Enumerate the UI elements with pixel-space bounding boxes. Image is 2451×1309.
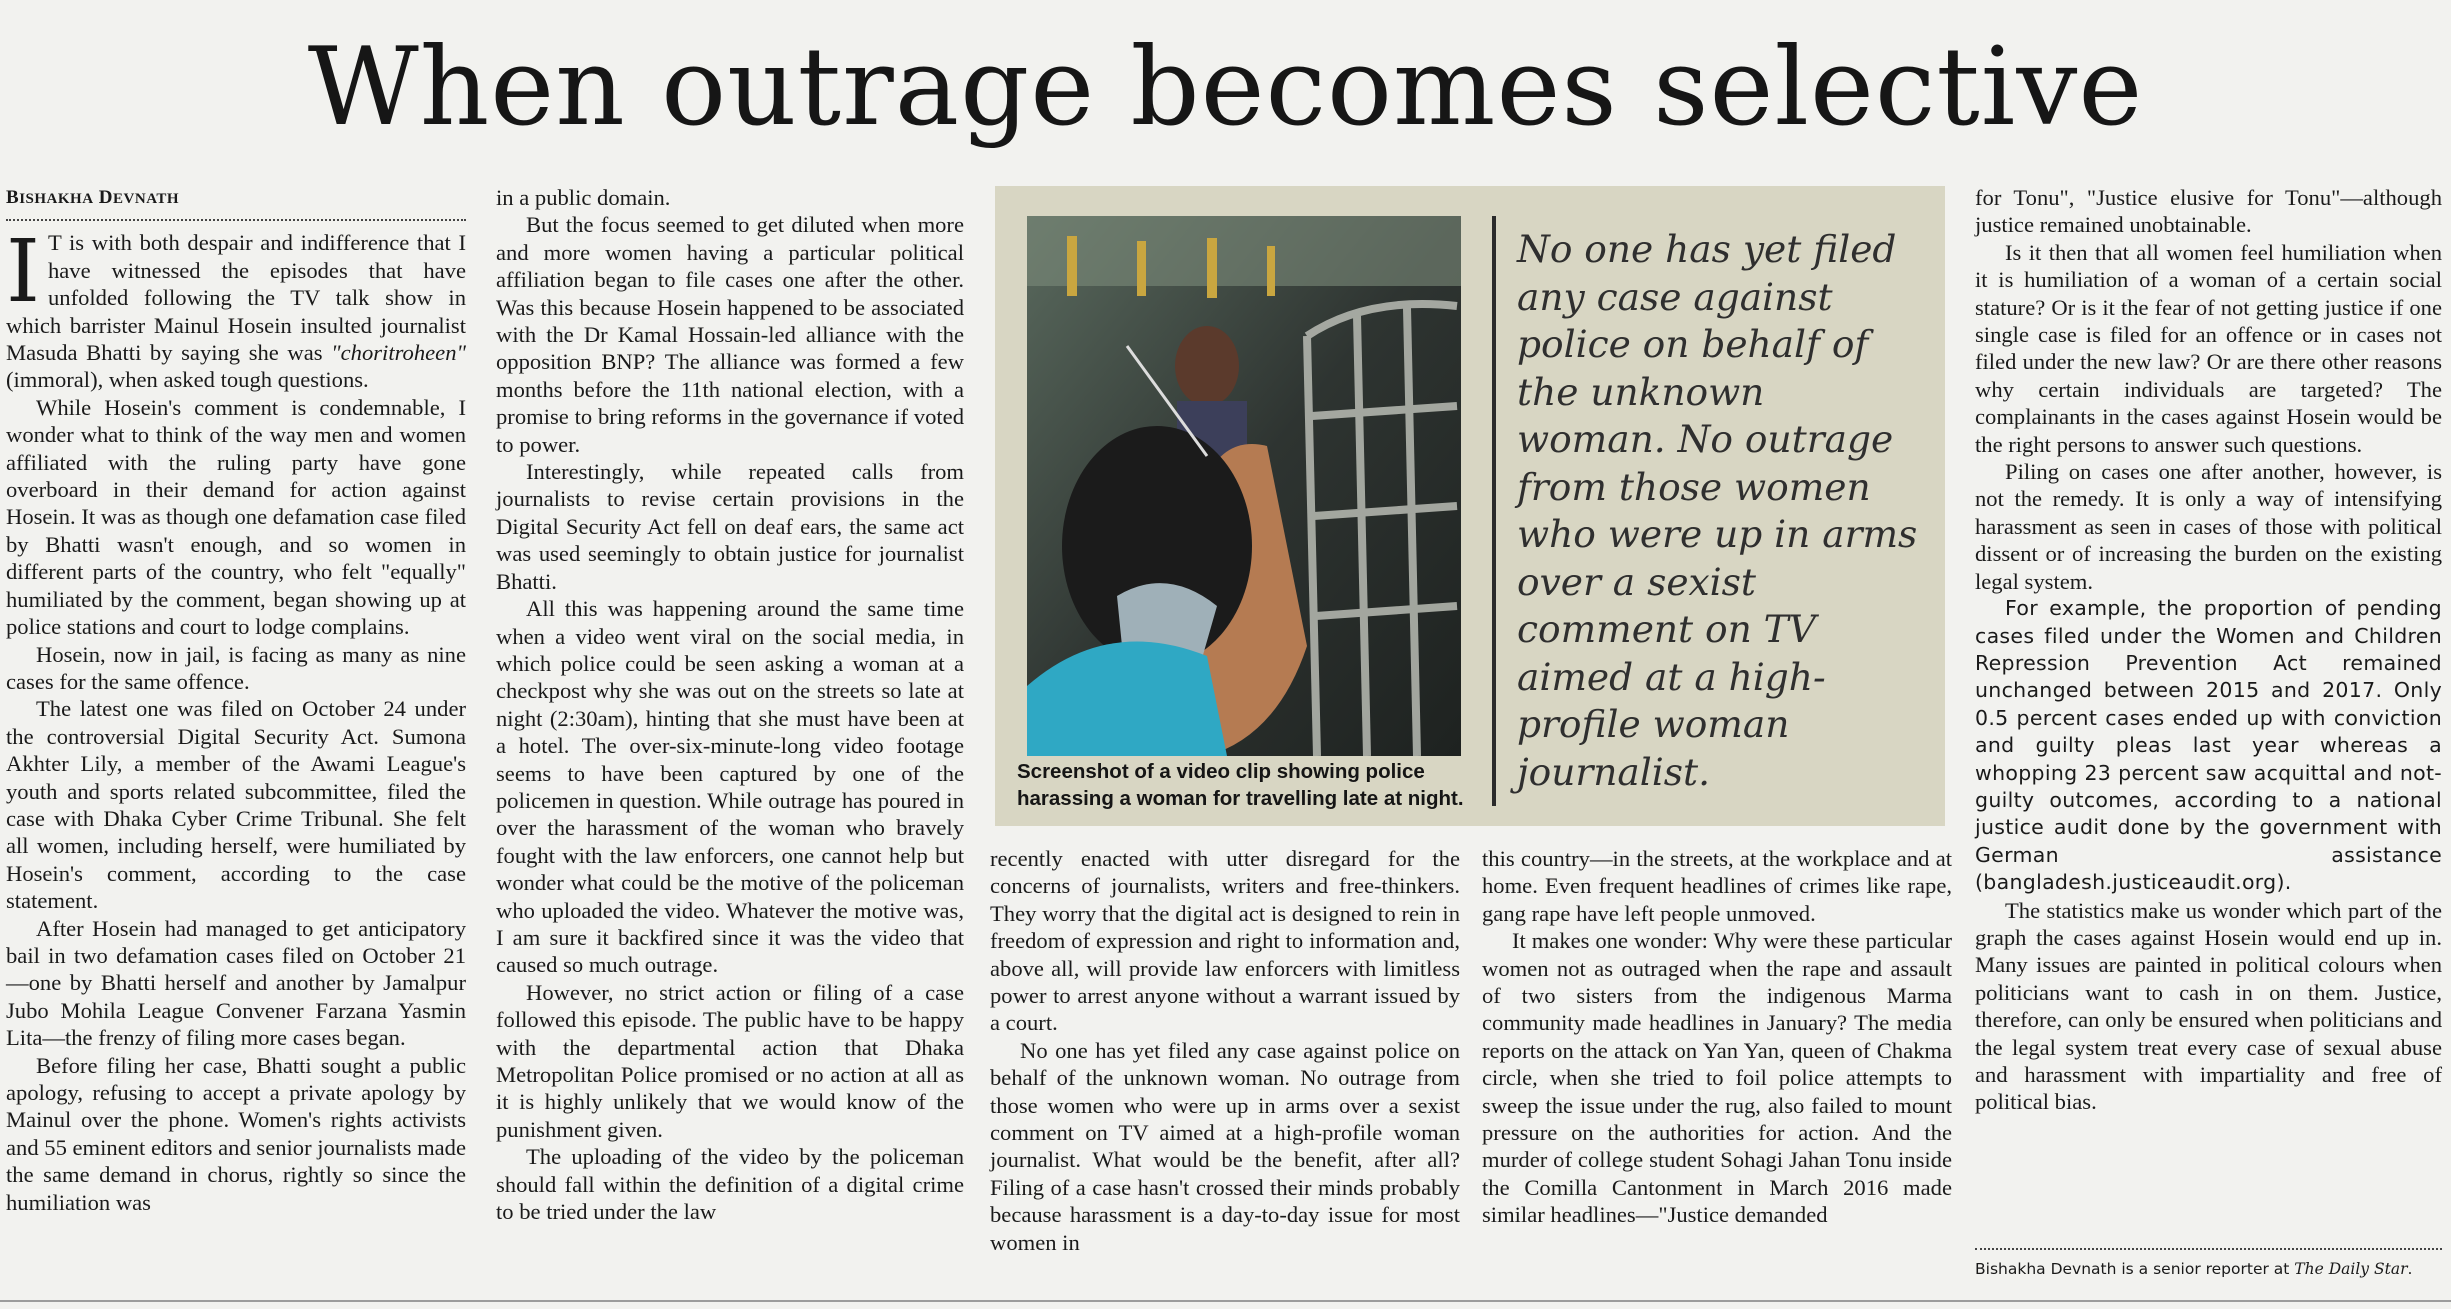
feature-box: [995, 186, 1945, 826]
paragraph: Piling on cases one after another, however, is not the remedy. It is only a way of intensifying harassment as seen in cases of those with political dissent or of increasing the burden on the existing legal system.: [1975, 459, 2442, 594]
drop-cap: I: [6, 222, 40, 323]
paragraph: For example, the proportion of pending cases filed under the Women and Children Repression Prevention Act remained unchanged between 2015 and 2017. Only 0.5 percent cases ended up with conviction and guilty pleas last year whereas a whopping 23 percent saw acquittal and not-guilty outcomes, according to a national justice audit done by the government with German assistance (bangladesh.justiceaudit.org).: [1975, 596, 2442, 895]
paragraph: in a public domain.: [496, 185, 671, 210]
paragraph: After Hosein had managed to get anticipatory bail in two defamation cases filed on October 21—one by Bhatti herself and another by Jamalpur Jubo Mohila League Convener Farzana Yasmin Lita—the frenzy of filing more cases began.: [6, 915, 466, 1051]
paragraph: Before filing her case, Bhatti sought a public apology, refusing to accept a private apology by Mainul over the phone. Women's rights activists and 55 eminent editors and senior journalists made the same demand in chorus, rightly so since the humiliation was: [6, 1052, 466, 1215]
paragraph: All this was happening around the same time when a video went viral on the social media, in which police could be seen asking a woman at a checkpost why she was out on the streets so late at night (2:30am), hinting that she must have been at a hotel. The over-six-minute-long video footage seems to have been captured by one of the policemen in question. While outrage has poured in over the harassment of the woman who bravely fought with the law enforcers, one cannot help but wonder what could be the motive of the policeman who uploaded the video. Whatever the motive was, I am sure it backfired since it was the video that caused so much outrage.: [496, 596, 964, 978]
article-column-4: [1482, 845, 1952, 1229]
pullquote-divider: [1492, 216, 1496, 806]
paragraph: No one has yet filed any case against police on behalf of the unknown woman. No outrage from those women who were up in arms over a sexist comment on TV aimed at a high-profile woman journalist. What would be the benefit, after all? Filing of a case hasn't crossed their minds probably because harassment is a day-to-day issue for most women in: [990, 1037, 1460, 1255]
paragraph: Interestingly, while repeated calls from journalists to revise certain provisions in the Digital Security Act fell on deaf ears, the same act was used seemingly to obtain justice for journalist Bhatti.: [496, 459, 964, 594]
byline: BISHAKHA DEVNATH: [6, 184, 466, 221]
paragraph: Is it then that all women feel humiliation when it is humiliation of a woman of a certain social stature? Or is it the fear of not getting justice if one single case is filed for an offence or in cases not filed under the new law? Or are there other reasons why certain individuals are targeted? The complainants in the cases against Hosein would be the right persons to answer such questions.: [1975, 239, 2442, 457]
paragraph: But the focus seemed to get diluted when more and more women having a particular political affiliation began to file cases one after the other. Was this because Hosein happened to be associated with the Dr Kamal Hossain-led alliance with the opposition BNP? The alliance was formed a few months before the 11th national election, with a promise to bring reforms in the governance if voted to power.: [496, 212, 964, 457]
video-screenshot-photo: [1027, 216, 1461, 756]
photo-illustration: [1027, 216, 1461, 756]
article-column-1: [6, 184, 466, 1216]
paragraph: this country—in the streets, at the workplace and at home. Even frequent headlines of crimes like rape, gang rape have left people unmoved.: [1482, 846, 1952, 926]
photo-caption: Screenshot of a video clip showing police harassing a woman for travelling late at night.: [1017, 760, 1464, 810]
paragraph: The latest one was filed on October 24 under the controversial Digital Security Act. Sumona Akhter Lily, a member of the Awami League's youth and sports related subcommittee, filed the case with Dhaka Cyber Crime Tribunal. She felt all women, including herself, were humiliated by Hosein's comment, according to the case statement.: [6, 696, 466, 914]
paragraph: However, no strict action or filing of a case followed this episode. The public have to be happy with the departmental action that Dhaka Metropolitan Police promised or no action at all as it is highly unlikely that we would know of the punishment given.: [496, 979, 964, 1142]
article-column-3: [990, 845, 1460, 1256]
article-column-2: [496, 184, 964, 1225]
paragraph: recently enacted with utter disregard for the concerns of journalists, writers and free-thinkers. They worry that the digital act is designed to rein in freedom of expression and right to information and, above all, will provide law enforcers with limitless power to arrest anyone without a warrant issued by a court.: [990, 846, 1460, 1036]
paragraph: The statistics make us wonder which part of the graph the cases against Hosein would end up in. Many issues are painted in political colours when politicians want to cash in on them. Justice, therefore, can only be ensured when politicians and the legal system treat every case of sexual abuse and harassment with impartiality and free of political bias.: [1975, 897, 2442, 1115]
paragraph: The uploading of the video by the policeman should fall within the definition of a digital crime to be tried under the law: [496, 1144, 964, 1225]
article-column-5: [1975, 184, 2442, 1116]
page-bottom-rule: [0, 1300, 2451, 1302]
paragraph: I T is with both despair and indifference that I have witnessed the episodes that have unfolded following the TV talk show in which barrister Mainul Hosein insulted journalist Masuda Bhatti by saying she was "choritroheen" (immoral), when asked tough questions.: [6, 222, 466, 393]
author-note: Bishakha Devnath is a senior reporter at The Daily Star.: [1975, 1248, 2442, 1278]
paragraph: for Tonu", "Justice elusive for Tonu"—although justice remained unobtainable.: [1975, 185, 2442, 238]
headline: When outrage becomes selective: [307, 25, 2144, 150]
paragraph: While Hosein's comment is condemnable, I wonder what to think of the way men and women affiliated with the ruling party have gone overboard in their demand for action against Hosein. It was as though one defamation case filed by Bhatti wasn't enough, and so women in different parts of the country, who felt "equally" humiliated by the comment, began showing up at police stations and court to lodge complains.: [6, 394, 466, 640]
paragraph: Hosein, now in jail, is facing as many as nine cases for the same offence.: [6, 641, 466, 694]
pull-quote: No one has yet filed any case against police on behalf of the unknown woman. No outrage from those women who were up in arms over a sexist comment on TV aimed at a high-profile woman journalist.: [1517, 227, 1918, 794]
paragraph: It makes one wonder: Why were these particular women not as outraged when the rape and assault of two sisters from the indigenous Marma community made headlines in January? The media reports on the attack on Yan Yan, queen of Chakma circle, when she tried to foil police attempts to sweep the issue under the rug, also failed to mount pressure on the authorities for action. And the murder of college student Sohagi Jahan Tonu inside the Comilla Cantonment in March 2016 made similar headlines—"Justice demanded: [1482, 928, 1952, 1228]
